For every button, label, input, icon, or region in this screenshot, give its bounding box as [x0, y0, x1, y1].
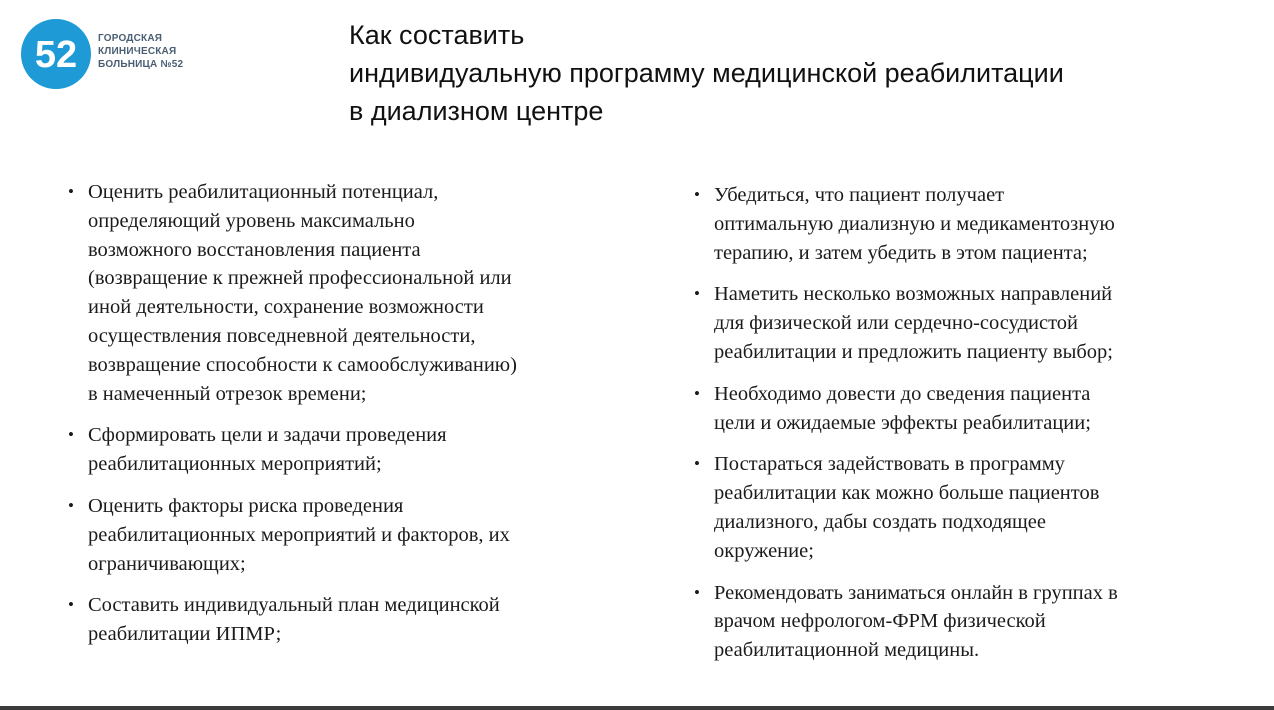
- list-item-line: определяющий уровень максимально: [88, 209, 415, 232]
- list-item-line: возможного восстановления пациента: [88, 238, 421, 261]
- list-item-line: ограничивающих;: [88, 552, 246, 575]
- logo-line-3: БОЛЬНИЦА №52: [98, 59, 184, 70]
- list-item-line: реабилитации ИПМР;: [88, 623, 282, 646]
- bullet-icon: •: [68, 182, 74, 201]
- list-item-line: в намеченный отрезок времени;: [88, 382, 367, 405]
- list-item-line: Сформировать цели и задачи проведения: [88, 424, 447, 447]
- list-item: [66, 421, 621, 479]
- list-item-line: осуществления повседневной деятельности,: [88, 324, 476, 347]
- bullet-icon: •: [68, 595, 74, 615]
- logo-line-2: КЛИНИЧЕСКАЯ: [98, 46, 177, 57]
- list-item-line: реабилитации и предложить пациенту выбор;: [714, 340, 1113, 363]
- list-item-line: Оценить факторы риска проведения: [88, 494, 404, 517]
- bullet-icon: •: [694, 582, 700, 602]
- list-item: [692, 181, 1252, 267]
- list-item-line: реабилитационных мероприятий и факторов, их: [88, 523, 510, 546]
- bullet-icon: •: [694, 284, 700, 304]
- list-item-line: (возвращение к прежней профессиональной или: [88, 267, 512, 290]
- bullet-icon: •: [68, 425, 74, 445]
- list-item-line: окружение;: [714, 539, 814, 562]
- list-item-line: диализного, дабы создать подходящее: [714, 510, 1046, 533]
- bullet-icon: •: [694, 185, 700, 204]
- list-item-line: Рекомендовать заниматься онлайн в группах в: [714, 581, 1118, 604]
- title-line-3: в диализном центре: [349, 96, 604, 126]
- list-item: [66, 591, 621, 649]
- list-item: [692, 450, 1252, 565]
- list-item-line: Постараться задействовать в программу: [714, 453, 1065, 476]
- left-bullet-list: [66, 178, 621, 662]
- list-item-line: Необходимо довести до сведения пациента: [714, 382, 1091, 405]
- list-item: [692, 380, 1252, 438]
- hospital-logo: [20, 18, 220, 94]
- list-item-line: цели и ожидаемые эффекты реабилитации;: [714, 411, 1091, 434]
- logo-mark-text: 52: [34, 34, 78, 76]
- list-item-line: врачом нефрологом-ФРМ физической: [714, 610, 1046, 633]
- bottom-divider: [0, 706, 1274, 710]
- list-item-line: возвращение способности к самообслуживанию): [88, 353, 517, 376]
- list-item-line: для физической или сердечно-сосудистой: [714, 312, 1078, 335]
- list-item-line: оптимальную диализную и медикаментозную: [714, 212, 1115, 235]
- logo-line-1: ГОРОДСКАЯ: [98, 33, 163, 44]
- list-item-line: Оценить реабилитационный потенциал,: [88, 181, 439, 203]
- list-item: [66, 492, 621, 578]
- right-bullet-list: [692, 181, 1252, 678]
- list-item-line: Составить индивидуальный план медицинской: [88, 594, 500, 617]
- slide-title: [349, 16, 1249, 130]
- list-item: [66, 178, 621, 408]
- title-line-2: индивидуальную программу медицинской реабилитации: [349, 58, 1064, 88]
- logo-52-icon: [20, 18, 92, 90]
- bullet-icon: •: [694, 383, 700, 403]
- bullet-icon: •: [68, 495, 74, 515]
- list-item: [692, 280, 1252, 366]
- title-line-1: Как составить: [349, 20, 525, 50]
- list-item: [692, 579, 1252, 665]
- bullet-icon: •: [694, 454, 700, 474]
- list-item-line: реабилитации как можно больше пациентов: [714, 482, 1100, 505]
- list-item-line: Наметить несколько возможных направлений: [714, 283, 1113, 306]
- list-item-line: иной деятельности, сохранение возможности: [88, 296, 484, 319]
- logo-text: [98, 32, 218, 71]
- list-item-line: реабилитационной медицины.: [714, 639, 980, 662]
- list-item-line: реабилитационных мероприятий;: [88, 453, 382, 476]
- list-item-line: Убедиться, что пациент получает: [714, 184, 1005, 206]
- list-item-line: терапию, и затем убедить в этом пациента;: [714, 241, 1088, 264]
